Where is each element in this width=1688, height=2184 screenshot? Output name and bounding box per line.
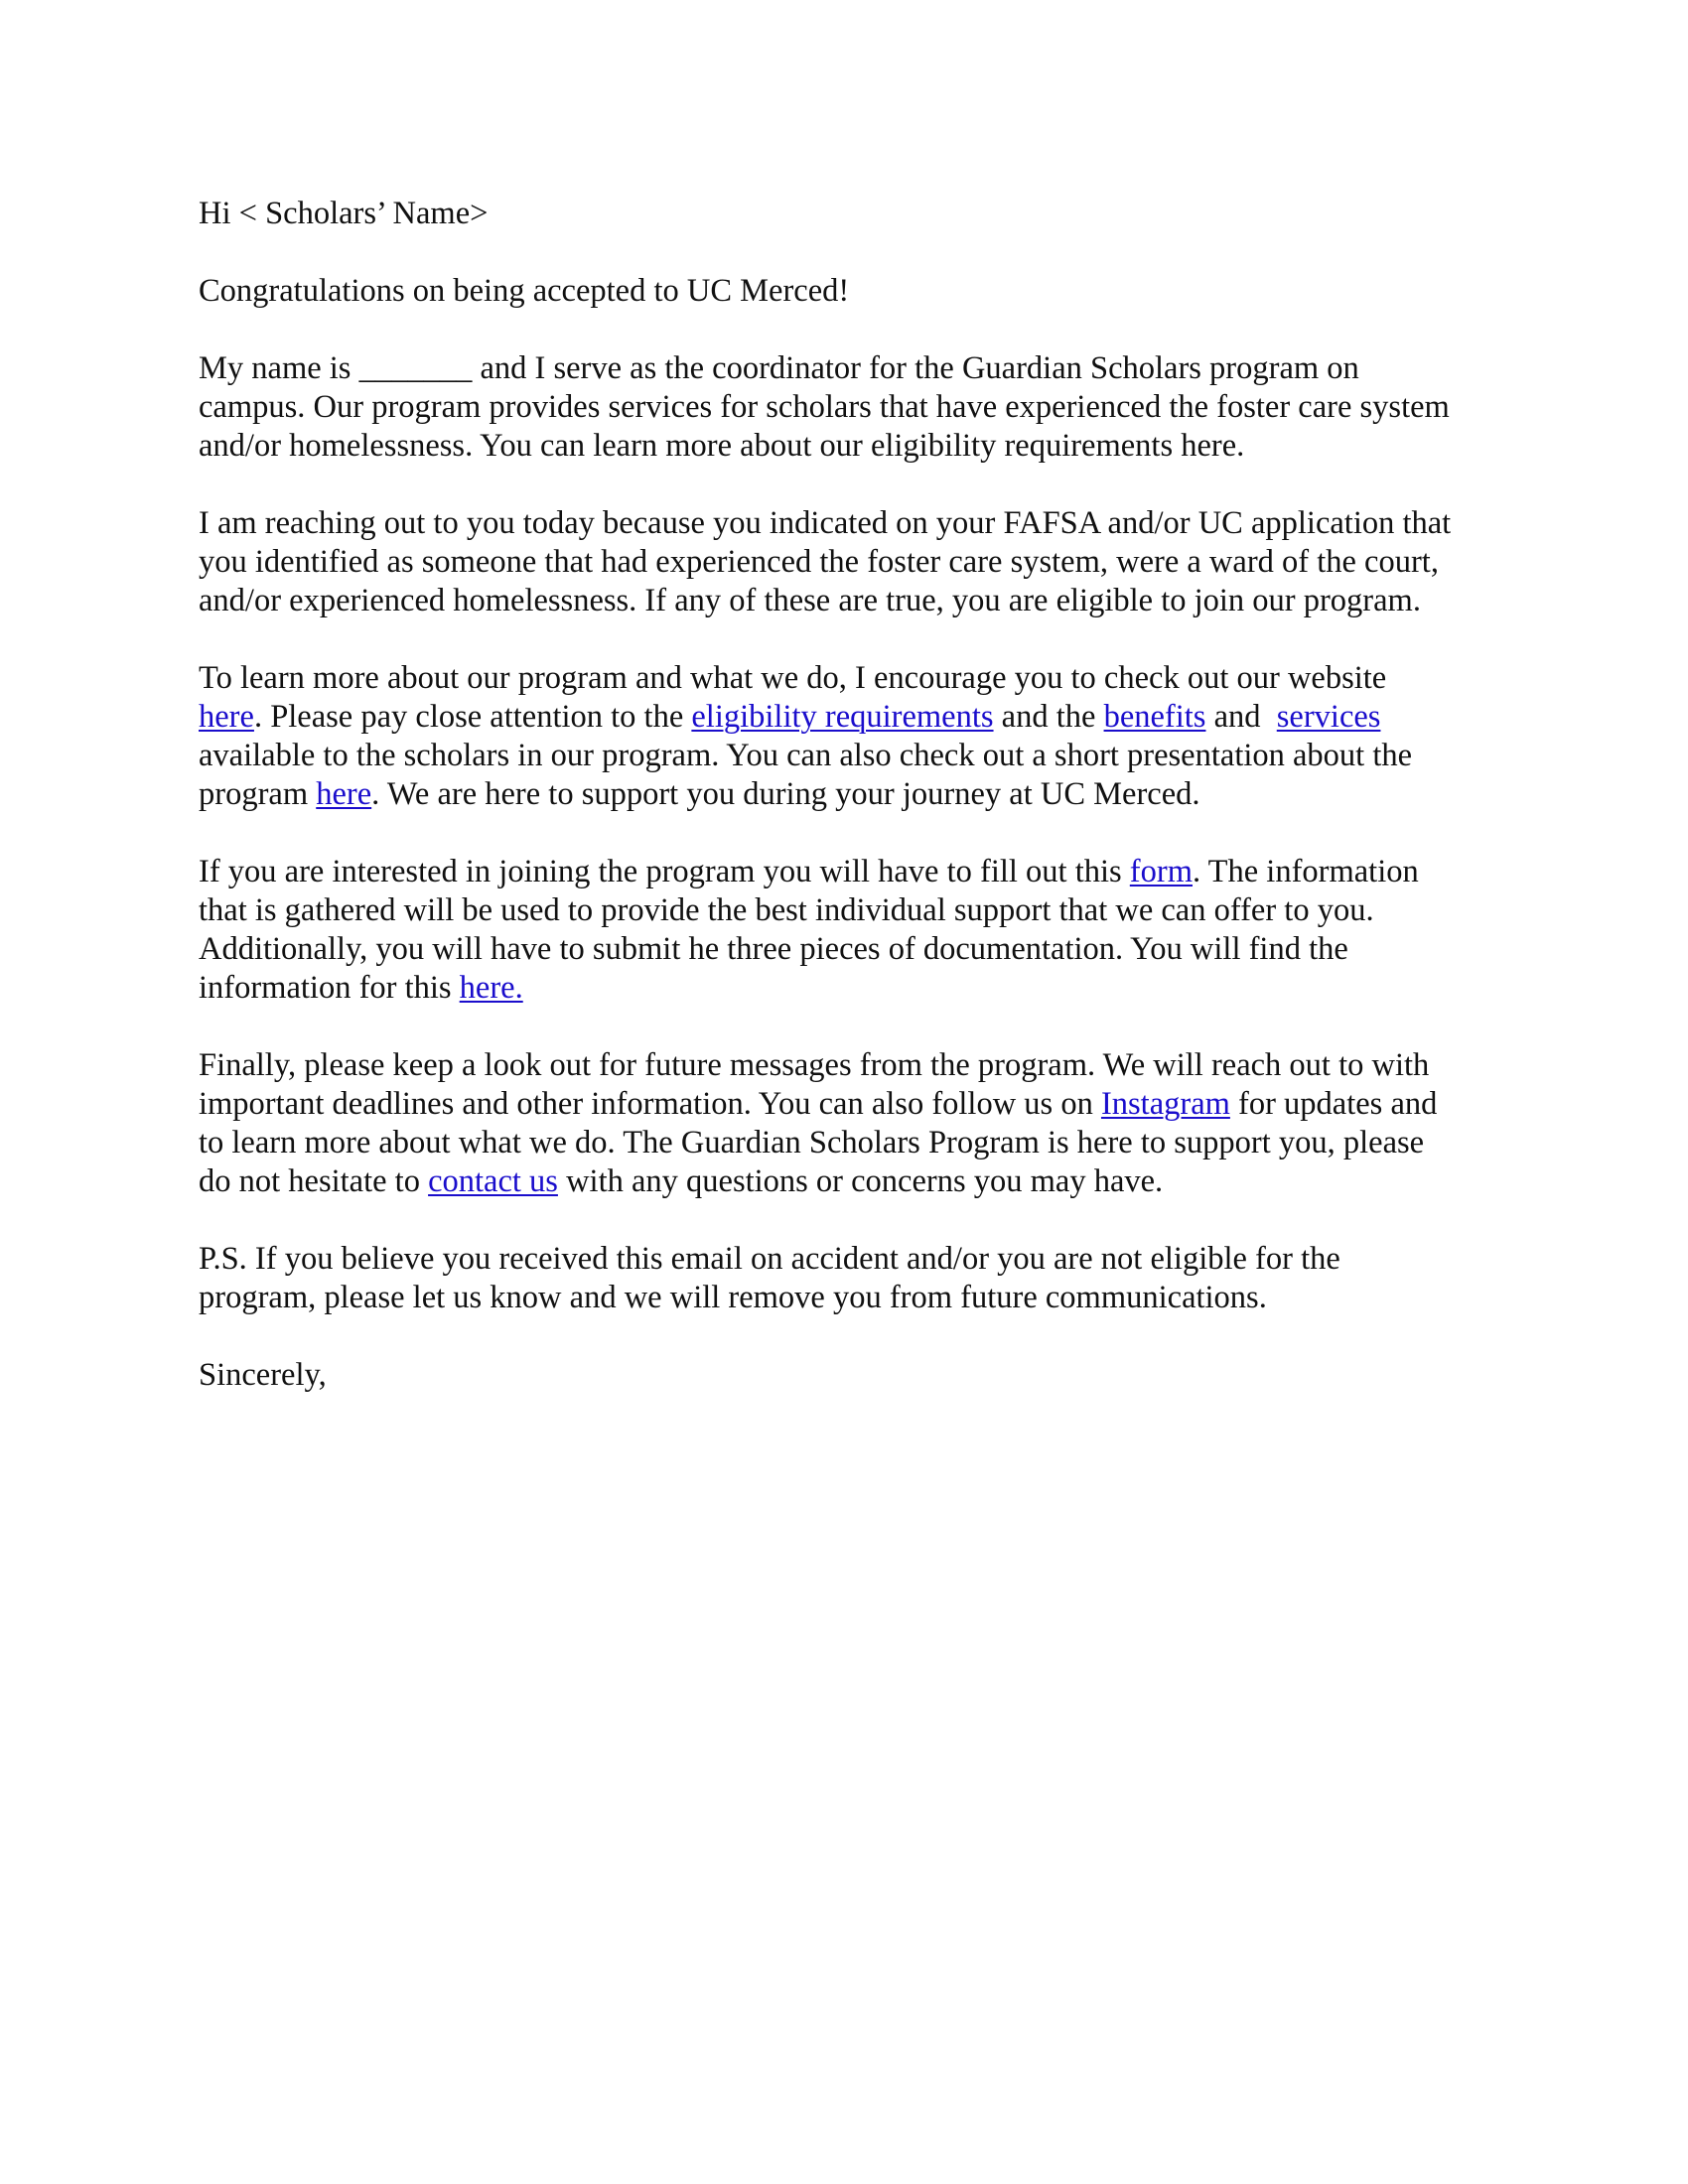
finally-line-4-text-2: with any questions or concerns you may have. (557, 1163, 1164, 1199)
reason-line-1: I am reaching out to you today because you indicated on your FAFSA and/or UC application that (199, 505, 1452, 541)
finally-line-4-text-1: do not hesitate to (199, 1163, 429, 1199)
join-line-4-text-1: information for this (199, 970, 460, 1006)
contact-us-link[interactable]: contact us (428, 1163, 558, 1199)
join-line-3: Additionally, you will have to submit he three pieces of documentation. You will find the (199, 931, 1348, 967)
closing-text: Sincerely, (199, 1357, 327, 1393)
join-line-1 (199, 853, 1509, 891)
join-paragraph (199, 853, 1509, 1008)
presentation-link[interactable]: here (316, 776, 372, 812)
learn-line-3: available to the scholars in our program. You can also check out a short presentation about the (199, 738, 1413, 773)
learn-line-2 (199, 698, 1509, 737)
finally-line-2-text-1: important deadlines and other information. You can also follow us on (199, 1086, 1101, 1122)
finally-line-2-text-2: for updates and (1229, 1086, 1438, 1122)
benefits-link[interactable]: benefits (1103, 699, 1206, 735)
finally-line-2 (199, 1085, 1509, 1124)
intro-paragraph (199, 349, 1509, 466)
greeting (199, 195, 1509, 233)
ps-paragraph (199, 1240, 1509, 1317)
finally-line-1: Finally, please keep a look out for future messages from the program. We will reach out to with (199, 1047, 1430, 1083)
ps-line-2: program, please let us know and we will remove you from future communications. (199, 1280, 1267, 1315)
website-link[interactable]: here (199, 699, 254, 735)
services-link[interactable]: services (1276, 699, 1381, 735)
finally-line-4 (199, 1162, 1509, 1201)
learn-line-1: To learn more about our program and what we do, I encourage you to check out our website (199, 660, 1387, 696)
reason-paragraph (199, 504, 1509, 620)
closing (199, 1356, 1509, 1395)
intro-line-3: and/or homelessness. You can learn more about our eligibility requirements here. (199, 428, 1245, 464)
learn-line-4-text-2: . We are here to support you during your journey at UC Merced. (371, 776, 1200, 812)
learn-line-2-text-1: . Please pay close attention to the (253, 699, 692, 735)
join-line-1-text-1: If you are interested in joining the program you will have to fill out this (199, 854, 1130, 889)
intro-line-2: campus. Our program provides services for scholars that have experienced the foster care system (199, 389, 1450, 425)
reason-line-3: and/or experienced homelessness. If any of these are true, you are eligible to join our program. (199, 583, 1421, 618)
congrats-paragraph (199, 272, 1509, 311)
intro-line-1: My name is _______ and I serve as the coordinator for the Guardian Scholars program on (199, 350, 1359, 386)
learn-line-2-text-3: and (1205, 699, 1277, 735)
congrats-text: Congratulations on being accepted to UC Merced! (199, 273, 850, 309)
learn-line-2-text-2: and the (993, 699, 1104, 735)
documentation-link[interactable]: here. (459, 970, 523, 1006)
reason-line-2: you identified as someone that had experienced the foster care system, were a ward of the court, (199, 544, 1439, 580)
eligibility-requirements-link[interactable]: eligibility requirements (691, 699, 994, 735)
join-line-1-text-2: . The information (1192, 854, 1419, 889)
form-link[interactable]: form (1129, 854, 1193, 889)
learn-line-4-text-1: program (199, 776, 317, 812)
ps-line-1: P.S. If you believe you received this email on accident and/or you are not eligible for the (199, 1241, 1340, 1277)
finally-line-3: to learn more about what we do. The Guardian Scholars Program is here to support you, please (199, 1125, 1425, 1160)
join-line-4 (199, 969, 1509, 1008)
learn-line-4 (199, 775, 1509, 814)
greeting-text: Hi < Scholars’ Name> (199, 196, 489, 231)
letter-body (199, 195, 1509, 1433)
finally-paragraph (199, 1046, 1509, 1201)
join-line-2: that is gathered will be used to provide the best individual support that we can offer to you. (199, 892, 1374, 928)
learn-more-paragraph (199, 659, 1509, 814)
instagram-link[interactable]: Instagram (1100, 1086, 1230, 1122)
